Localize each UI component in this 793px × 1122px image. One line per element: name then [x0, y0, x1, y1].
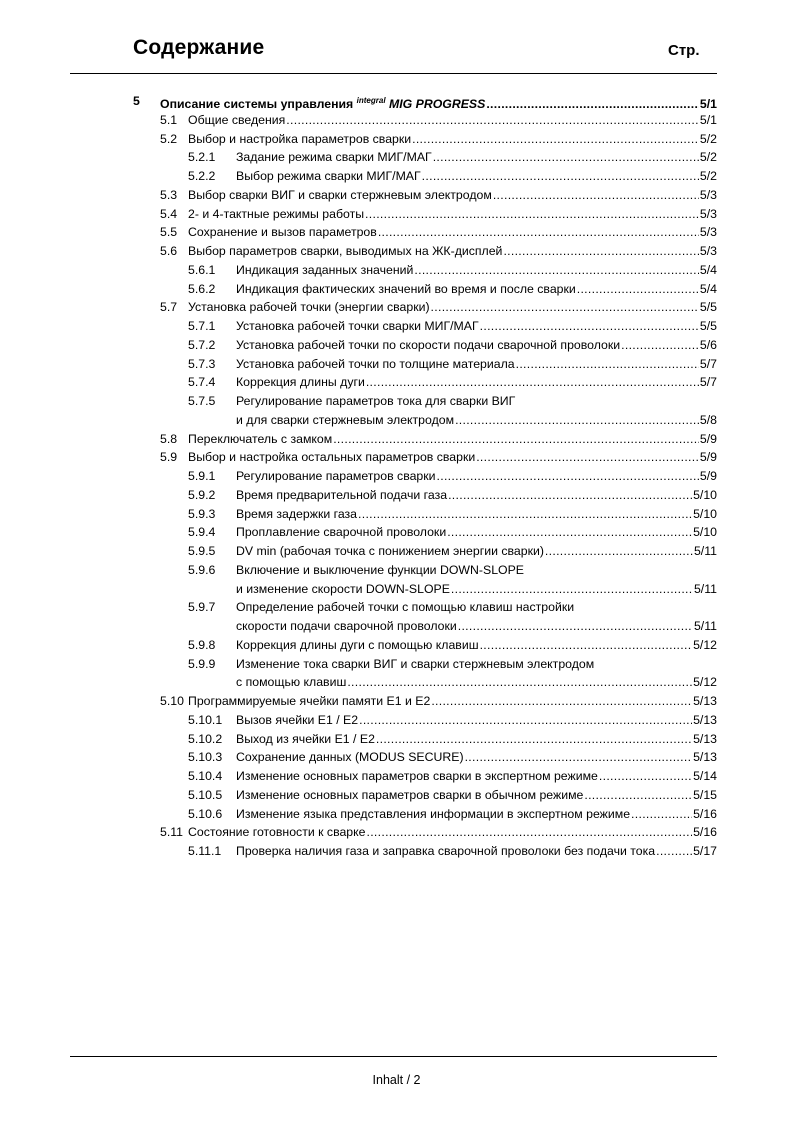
toc-entry-page: 5/1	[699, 112, 717, 127]
toc-entry[interactable]	[0, 748, 717, 766]
top-divider	[70, 73, 717, 74]
toc-entry-title: Изменение тока сварки ВИГ и сварки стержневым электродом	[236, 656, 595, 671]
toc-leader-dots	[599, 767, 692, 785]
toc-entry-page: 5/11	[693, 619, 717, 633]
toc-entry[interactable]	[0, 842, 717, 860]
toc-entry-page: 5/16	[693, 825, 717, 840]
toc-entry-title: Общие сведения	[188, 112, 286, 127]
toc-entry-title: Изменение основных параметров сварки в обычном режиме	[236, 787, 584, 802]
toc-entry[interactable]	[0, 767, 717, 785]
toc-entry-number: 5.9.9	[188, 656, 216, 671]
toc-entry-title: Выход из ячейки E1 / E2	[236, 731, 375, 746]
toc-entry-page: 5/10	[693, 525, 717, 540]
toc-entry[interactable]	[0, 561, 717, 579]
toc-entry-title: Определение рабочей точки с помощью клавиш настройки	[236, 600, 575, 615]
toc-leader-dots	[358, 505, 692, 523]
toc-entry[interactable]	[0, 167, 717, 185]
toc-entry-page: 5/9	[699, 431, 717, 446]
toc-entry-page: 5/16	[693, 806, 717, 821]
toc-entry-number: 5.7.2	[188, 337, 216, 352]
toc-leader-dots	[545, 542, 693, 560]
toc-entry[interactable]	[0, 111, 717, 129]
toc-entry-page: 5/3	[699, 187, 717, 202]
toc-entry[interactable]	[0, 692, 717, 710]
toc-entry-title-continued: с помощью клавиш	[236, 675, 347, 690]
toc-entry-page: 5/9	[699, 450, 717, 465]
page-title: Содержание	[133, 36, 265, 59]
toc-entry[interactable]	[0, 317, 717, 335]
toc-entry-title: Выбор сварки ВИГ и сварки стержневым электродом	[188, 187, 492, 202]
toc-entry-number: 5.5	[160, 225, 178, 240]
toc-entry-page: 5/13	[693, 712, 717, 727]
toc-entry[interactable]	[0, 823, 717, 841]
toc-entry[interactable]	[0, 505, 717, 523]
toc-entry-page: 5/11	[693, 581, 717, 596]
toc-entry-page: 5/4	[699, 281, 717, 296]
toc-entry[interactable]	[0, 242, 717, 260]
toc-leader-dots	[367, 823, 693, 841]
toc-entry-title: Индикация фактических значений во время и после сварки	[236, 281, 576, 296]
toc-entry-title: Регулирование параметров сварки	[236, 469, 436, 483]
toc-entry-title: Сохранение данных (MODUS SECURE)	[236, 750, 464, 765]
toc-entry-number: 5.9.1	[188, 469, 216, 483]
toc-leader-dots	[347, 673, 692, 691]
toc-entry-number: 5.9.4	[188, 525, 216, 540]
toc-entry-page: 5/10	[693, 487, 717, 502]
toc-leader-dots	[365, 205, 699, 223]
toc-entry-number: 5.8	[160, 431, 178, 446]
toc-entry-number: 5.1	[160, 112, 178, 127]
toc-leader-dots	[584, 786, 692, 804]
toc-entry-title: Включение и выключение функции DOWN-SLOPE	[236, 562, 525, 577]
toc-leader-dots	[656, 842, 692, 860]
toc-entry[interactable]	[0, 130, 717, 148]
toc-entry-number: 5.2.2	[188, 169, 216, 183]
toc-entry-page: 5/3	[699, 225, 717, 240]
toc-leader-dots	[378, 223, 699, 241]
toc-entry-title: Установка рабочей точки (энергии сварки)	[188, 300, 430, 315]
toc-entry-page: 5/2	[699, 131, 717, 146]
toc-leader-dots	[621, 336, 699, 354]
toc-entry-title: Программируемые ячейки памяти E1 и E2	[188, 694, 431, 708]
toc-entry-number: 5.10.1	[188, 712, 223, 727]
toc-entry-page: 5/13	[693, 750, 717, 765]
toc-entry-page: 5/12	[693, 637, 717, 652]
toc-entry[interactable]	[0, 373, 717, 391]
toc-entry-number: 5.7.4	[188, 375, 216, 390]
toc-entry-title: Вызов ячейки E1 / E2	[236, 712, 359, 727]
toc-entry[interactable]	[0, 805, 717, 823]
toc-entry-page: 5/5	[699, 319, 717, 333]
toc-leader-dots	[476, 448, 699, 466]
toc-entry-number: 5.2	[160, 131, 178, 146]
toc-leader-dots	[503, 242, 698, 260]
toc-leader-dots	[431, 298, 699, 316]
toc-chapter-row[interactable]	[133, 92, 717, 110]
toc-entry-number: 5.3	[160, 187, 178, 202]
bottom-divider	[70, 1056, 717, 1057]
toc-entry[interactable]	[0, 523, 717, 541]
toc-entry-number: 5.2.1	[188, 150, 216, 165]
toc-entry-title: Установка рабочей точки по толщине материала	[236, 356, 515, 371]
page-column-label: Стр.	[668, 42, 700, 59]
toc-leader-dots	[480, 636, 692, 654]
toc-entry[interactable]	[0, 261, 717, 279]
toc-entry[interactable]	[0, 280, 717, 298]
toc-entry[interactable]	[0, 336, 717, 354]
toc-entry-number: 5.9.7	[188, 600, 216, 615]
toc-entry-title: Выбор режима сварки МИГ/МАГ	[236, 169, 421, 183]
toc-leader-dots	[447, 523, 692, 541]
toc-entry-number: 5.11	[160, 825, 184, 840]
toc-entry-page: 5/8	[699, 412, 717, 427]
toc-entry-title-continued: и изменение скорости DOWN-SLOPE	[236, 581, 450, 596]
toc-entry-title: Установка рабочей точки сварки МИГ/МАГ	[236, 319, 479, 333]
toc-entry-title-continued: и для сварки стержневым электродом	[236, 412, 455, 427]
toc-entry-title: Установка рабочей точки по скорости подачи сварочной проволоки	[236, 337, 621, 352]
toc-leader-dots	[359, 711, 692, 729]
toc-entry-page: 5/5	[699, 300, 717, 315]
toc-entry-number: 5.7	[160, 300, 178, 315]
toc-entry-page: 5/7	[699, 375, 717, 390]
toc-entry-number: 5.6	[160, 244, 178, 258]
toc-entry-number: 5.10	[160, 694, 184, 708]
toc-entry-number: 5.9	[160, 450, 178, 465]
toc-entry-number: 5.9.5	[188, 544, 216, 558]
toc-entry-number: 5.6.1	[188, 262, 216, 277]
toc-entry-page: 5/13	[693, 694, 717, 708]
toc-entry[interactable]	[0, 711, 717, 729]
toc-entry-page: 5/3	[699, 244, 717, 258]
toc-entry-title: Переключатель с замком	[188, 431, 333, 446]
page-footer: Inhalt / 2	[372, 1073, 421, 1087]
toc-entry-page: 5/13	[693, 731, 717, 746]
toc-entry-title: Состояние готовности к сварке	[188, 825, 366, 840]
toc-entry-number: 5.10.5	[188, 787, 223, 802]
toc-entry[interactable]	[0, 448, 717, 466]
toc-entry-title: Проверка наличия газа и заправка сварочной проволоки без подачи тока	[236, 844, 656, 858]
toc-entry-title: Время предварительной подачи газа	[236, 487, 448, 502]
toc-leader-dots	[376, 730, 692, 748]
toc-leader-dots	[333, 430, 699, 448]
toc-leader-dots	[465, 748, 692, 766]
toc-entry[interactable]	[0, 223, 717, 241]
toc-entry-title: Коррекция длины дуги	[236, 375, 365, 390]
toc-entry-number: 5.7.3	[188, 356, 216, 371]
toc-entry[interactable]	[0, 392, 717, 410]
toc-entry-number: 5.9.2	[188, 487, 216, 502]
toc-entry[interactable]	[0, 186, 717, 204]
toc-entry-number: 5.10.3	[188, 750, 223, 765]
toc-leader-dots	[414, 261, 698, 279]
toc-entry[interactable]	[0, 467, 717, 485]
toc-entry-number: 5.4	[160, 206, 178, 221]
toc-leader-dots	[493, 186, 699, 204]
toc-entry[interactable]	[0, 298, 717, 316]
toc-entry-title: 2- и 4-тактные режимы работы	[188, 206, 365, 221]
toc-entry-number: 5.7.5	[188, 394, 216, 408]
toc-entry-number: 5.9.6	[188, 562, 216, 577]
toc-entry-title: Выбор и настройка параметров сварки	[188, 131, 412, 146]
toc-leader-dots	[451, 580, 693, 598]
toc-entry-title: Время задержки газа	[236, 506, 358, 521]
toc-entry-page: 5/11	[693, 544, 717, 558]
toc-leader-dots	[286, 111, 699, 129]
toc-entry-page: 5/2	[699, 169, 717, 183]
toc-entry[interactable]	[0, 655, 717, 673]
toc-entry-page: 5/6	[699, 337, 717, 352]
toc-leader-dots	[516, 355, 699, 373]
toc-entry-page: 5/12	[693, 675, 717, 690]
toc-entry-title: Коррекция длины дуги с помощью клавиш	[236, 637, 479, 652]
toc-leader-dots	[577, 280, 699, 298]
toc-entry-page: 5/10	[693, 506, 717, 521]
toc-leader-dots	[455, 411, 699, 429]
toc-entry-page: 5/15	[693, 787, 717, 802]
toc-leader-dots	[412, 130, 699, 148]
toc-entry-title: Индикация заданных значений	[236, 262, 414, 277]
toc-leader-dots	[458, 617, 693, 635]
toc-entry-title: Выбор и настройка остальных параметров сварки	[188, 450, 476, 465]
toc-entry-title-continued: скорости подачи сварочной проволоки	[236, 619, 457, 633]
toc-leader-dots	[480, 317, 699, 335]
toc-entry-title: Выбор параметров сварки, выводимых на ЖК-дисплей	[188, 244, 503, 258]
toc-entry-number: 5.9.8	[188, 637, 216, 652]
toc-entry-page: 5/17	[693, 844, 717, 858]
toc-entry-continuation[interactable]	[0, 673, 717, 691]
toc-entry[interactable]	[0, 636, 717, 654]
toc-chapter-number: 5	[133, 94, 140, 108]
toc-entry-title: Проплавление сварочной проволоки	[236, 525, 447, 540]
toc-entry-page: 5/4	[699, 262, 717, 277]
toc-entry-page: 5/9	[699, 469, 717, 483]
toc-entry-number: 5.10.2	[188, 731, 223, 746]
toc-leader-dots	[431, 692, 692, 710]
toc-entry-page: 5/2	[699, 150, 717, 165]
toc-entry-continuation[interactable]	[0, 580, 717, 598]
toc-entry-title: Задание режима сварки МИГ/МАГ	[236, 150, 432, 165]
toc-entry-continuation[interactable]	[0, 617, 717, 635]
toc-entry-continuation[interactable]	[0, 411, 717, 429]
toc-entry-number: 5.10.6	[188, 806, 223, 821]
toc-entry[interactable]	[0, 598, 717, 616]
toc-entry[interactable]	[0, 205, 717, 223]
toc-entry[interactable]	[0, 786, 717, 804]
toc-entry[interactable]	[0, 355, 717, 373]
toc-entry-title: Сохранение и вызов параметров	[188, 225, 377, 240]
toc-entry-title: Изменение языка представления информации в экспертном режиме	[236, 806, 631, 821]
toc-entry-number: 5.9.3	[188, 506, 216, 521]
toc-entry[interactable]	[0, 730, 717, 748]
toc-entry[interactable]	[0, 430, 717, 448]
toc-leader-dots	[433, 148, 699, 166]
toc-entry[interactable]	[0, 542, 717, 560]
toc-chapter-page: 5/1	[699, 97, 717, 111]
toc-leader-dots	[437, 467, 699, 485]
toc-entry-number: 5.7.1	[188, 319, 216, 333]
toc-leader-dots	[448, 486, 692, 504]
toc-entry-number: 5.11.1	[188, 844, 222, 858]
toc-entry-page: 5/14	[693, 769, 717, 783]
toc-leader-dots	[422, 167, 699, 185]
toc-entry[interactable]	[0, 486, 717, 504]
toc-entry-page: 5/7	[699, 356, 717, 371]
toc-entry-title: DV min (рабочая точка с понижением энергии сварки)	[236, 544, 544, 558]
toc-entry-number: 5.10.4	[188, 769, 223, 783]
toc-leader-dots	[631, 805, 692, 823]
toc-chapter-title: Описание системы управления $^{integral}$ MIG PROGRESS	[160, 96, 486, 111]
toc-entry-title: Изменение основных параметров сварки в экспертном режиме	[236, 769, 598, 783]
toc-entry-page: 5/3	[699, 206, 717, 221]
toc-entry[interactable]	[0, 148, 717, 166]
toc-entry-number: 5.6.2	[188, 281, 216, 296]
toc-leader-dots	[366, 373, 699, 391]
toc-entry-title: Регулирование параметров тока для сварки ВИГ	[236, 394, 516, 408]
